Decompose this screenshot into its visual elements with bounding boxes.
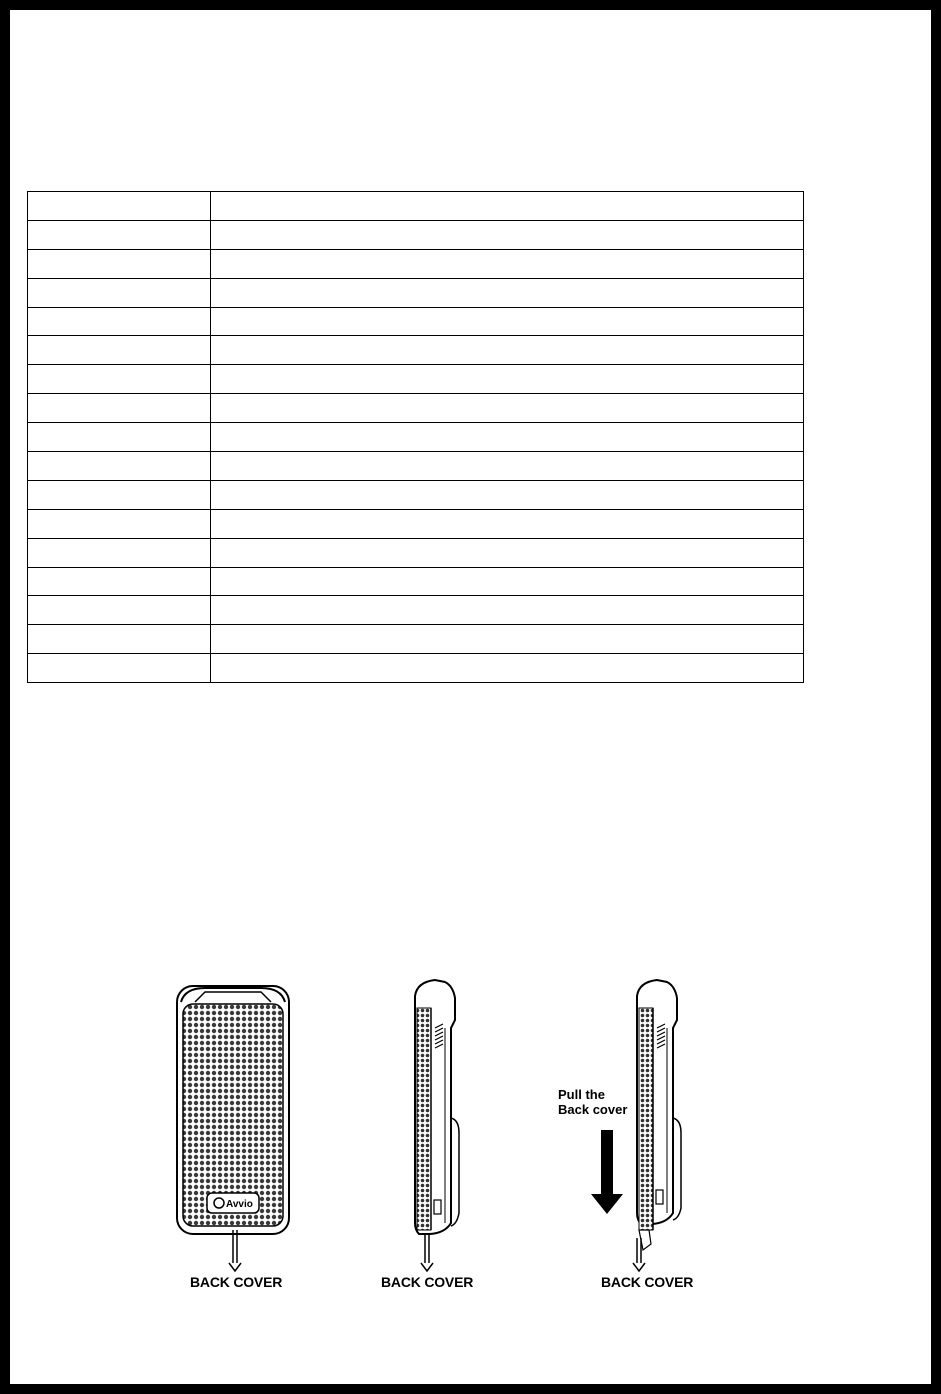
table-row [28, 307, 804, 336]
spec-value-cell [211, 394, 804, 423]
pull-label-line2: Back cover [558, 1102, 628, 1117]
back-cover-figure [145, 968, 745, 1293]
spec-table [27, 191, 804, 683]
caption-rear: BACK COVER [190, 1274, 283, 1290]
phone-side-view [415, 980, 459, 1271]
phone-illustrations [145, 968, 745, 1293]
spec-label-cell [28, 452, 211, 481]
spec-label-cell [28, 509, 211, 538]
table-row [28, 654, 804, 683]
table-row [28, 336, 804, 365]
spec-value-cell [211, 336, 804, 365]
spec-label-cell [28, 423, 211, 452]
spec-value-cell [211, 625, 804, 654]
table-row [28, 249, 804, 278]
table-row [28, 394, 804, 423]
spec-value-cell [211, 509, 804, 538]
arrow-down-icon [421, 1263, 433, 1271]
spec-label-cell [28, 278, 211, 307]
spec-label-cell [28, 192, 211, 221]
arrow-down-icon [633, 1263, 645, 1271]
spec-value-cell [211, 538, 804, 567]
spec-label-cell [28, 220, 211, 249]
table-row [28, 220, 804, 249]
spec-value-cell [211, 452, 804, 481]
spec-value-cell [211, 365, 804, 394]
table-row [28, 423, 804, 452]
spec-label-cell [28, 480, 211, 509]
table-row [28, 567, 804, 596]
spec-value-cell [211, 480, 804, 509]
arrow-down-icon [229, 1263, 241, 1271]
table-row [28, 192, 804, 221]
pull-direction-arrow-icon [591, 1130, 623, 1214]
spec-label-cell [28, 625, 211, 654]
spec-label-cell [28, 365, 211, 394]
spec-label-cell [28, 567, 211, 596]
spec-label-cell [28, 654, 211, 683]
spec-value-cell [211, 567, 804, 596]
spec-value-cell [211, 278, 804, 307]
spec-value-cell [211, 307, 804, 336]
spec-value-cell [211, 192, 804, 221]
spec-label-cell [28, 249, 211, 278]
phone-rear-view [177, 986, 289, 1271]
table-row [28, 365, 804, 394]
spec-value-cell [211, 654, 804, 683]
spec-value-cell [211, 249, 804, 278]
pull-label-line1: Pull the [558, 1087, 605, 1102]
table-row [28, 625, 804, 654]
spec-value-cell [211, 596, 804, 625]
spec-label-cell [28, 538, 211, 567]
caption-side: BACK COVER [381, 1274, 474, 1290]
table-row [28, 538, 804, 567]
table-row [28, 278, 804, 307]
table-row [28, 509, 804, 538]
phone-pull-view [591, 980, 681, 1271]
table-row [28, 480, 804, 509]
spec-table-body [28, 192, 804, 683]
brand-logo: Avvio [226, 1199, 253, 1210]
spec-label-cell [28, 596, 211, 625]
pull-instruction [558, 1087, 627, 1117]
spec-label-cell [28, 336, 211, 365]
spec-value-cell [211, 220, 804, 249]
spec-label-cell [28, 307, 211, 336]
caption-pull: BACK COVER [601, 1274, 694, 1290]
spec-value-cell [211, 423, 804, 452]
spec-label-cell [28, 394, 211, 423]
table-row [28, 452, 804, 481]
table-row [28, 596, 804, 625]
